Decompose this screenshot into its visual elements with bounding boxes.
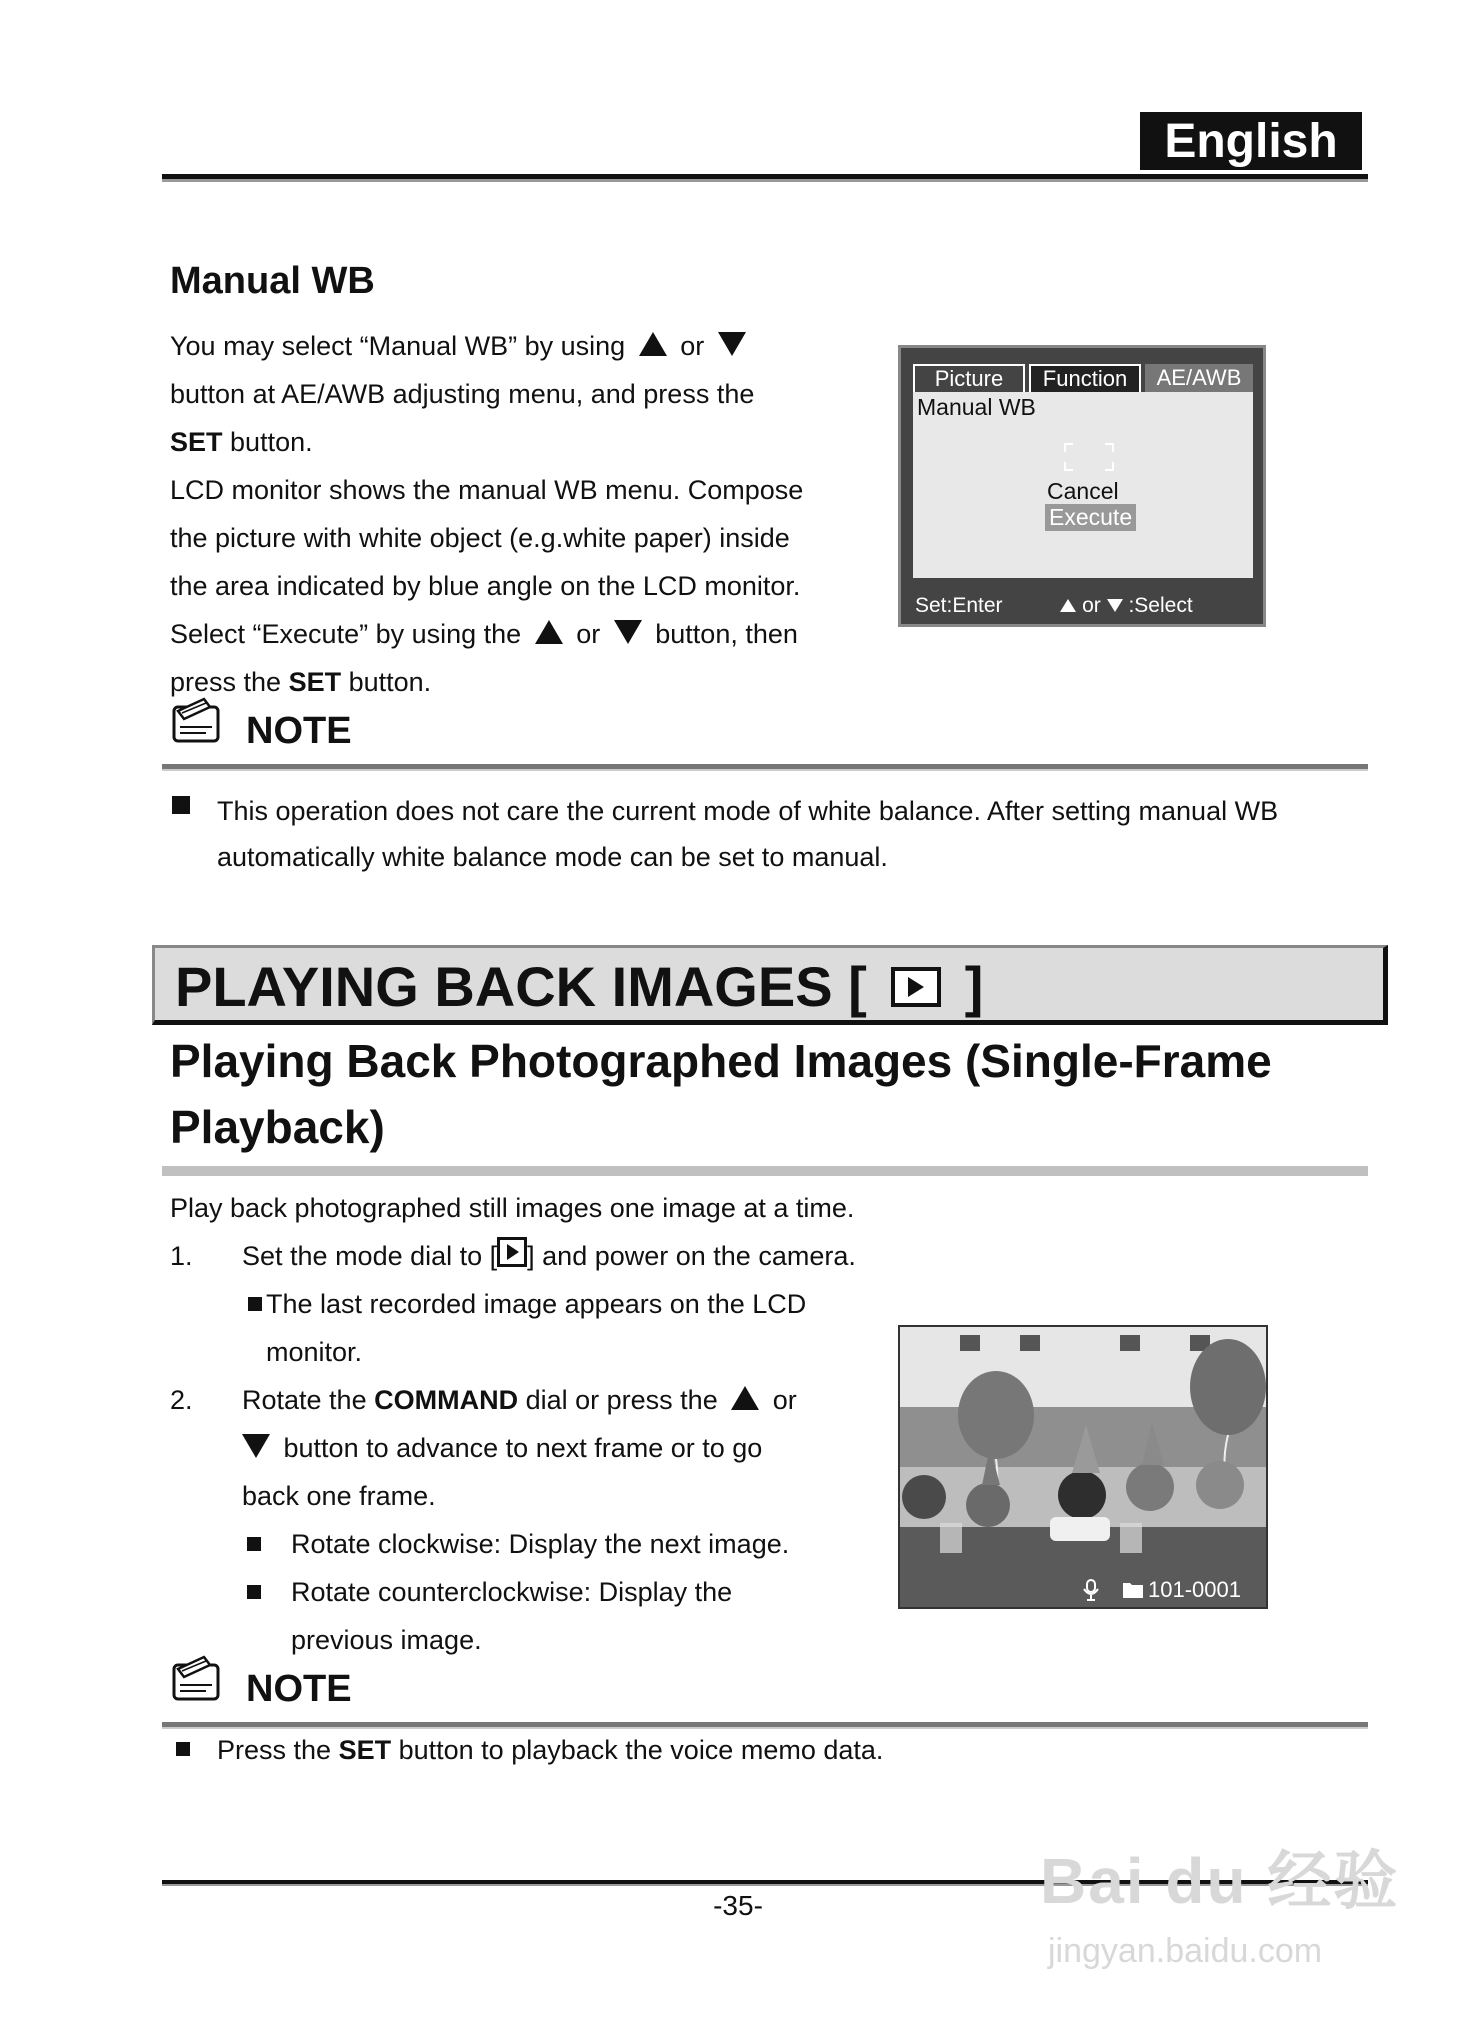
text: button to advance to next frame or to go [283, 1433, 763, 1463]
square-bullet-icon [172, 796, 190, 814]
text: You may select “Manual WB” by using [170, 331, 626, 361]
down-arrow-icon [242, 1434, 270, 1458]
note-heading: NOTE [246, 1668, 352, 1710]
manual-wb-line-5: the picture with white object (e.g.white paper) inside [170, 523, 790, 553]
down-arrow-icon [614, 620, 642, 644]
manual-wb-line-3 [170, 418, 850, 466]
lcd-footer-select: :Select [1128, 594, 1193, 617]
banner-text-a: PLAYING BACK IMAGES [ [175, 955, 867, 1018]
manual-wb-line-4: LCD monitor shows the manual WB menu. Compose [170, 475, 804, 505]
note-text [217, 788, 1357, 880]
manual-wb-line-2: button at AE/AWB adjusting menu, and press the [170, 379, 755, 409]
bullet-clockwise: Rotate clockwise: Display the next image. [291, 1529, 790, 1559]
square-bullet-icon [176, 1742, 190, 1756]
banner-text-b: ] [964, 955, 984, 1018]
step-1-sub [266, 1280, 806, 1376]
text: Rotate the [242, 1385, 367, 1415]
text: or [772, 1385, 797, 1415]
lcd-menu-title: Manual WB [917, 394, 1036, 420]
text: press the [170, 667, 282, 697]
header-rule [162, 174, 1368, 182]
step-2-number: 2. [170, 1385, 193, 1415]
language-badge [1140, 112, 1362, 170]
step-1-sub-line-1: The last recorded image appears on the LCD [266, 1289, 807, 1319]
page-number: -35- [713, 1890, 763, 1921]
manual-wb-line-1 [170, 322, 850, 370]
title-underline [162, 1166, 1368, 1176]
folder-icon [1122, 1579, 1144, 1599]
text: dial or press the [525, 1385, 718, 1415]
step-2-text [242, 1376, 862, 1520]
language-label: English [1164, 114, 1338, 168]
lcd-tab-picture: Picture [913, 364, 1025, 392]
square-bullet-icon [247, 1585, 261, 1599]
playback-mode-icon [891, 967, 941, 1007]
step-2-line-1 [242, 1376, 862, 1424]
text: Press the [217, 1735, 332, 1765]
section-banner-title [175, 954, 983, 1019]
lcd-footer-enter: Set:Enter [915, 594, 1003, 617]
up-arrow-icon [639, 332, 667, 356]
focus-bracket-icon [1063, 442, 1115, 472]
text: button. [348, 667, 432, 697]
up-arrow-icon [535, 620, 563, 644]
up-arrow-icon [1060, 599, 1076, 612]
file-number: 101-0001 [1148, 1577, 1241, 1602]
note-text-line-2: automatically white balance mode can be set to manual. [217, 842, 888, 872]
bullet-counterclockwise [291, 1568, 732, 1664]
lcd-tab-function: Function [1029, 364, 1141, 392]
lcd-menu-illustration [898, 345, 1266, 627]
manual-wb-body [170, 322, 850, 706]
text: or [680, 331, 705, 361]
baidu-watermark: Bai du 经验 [1040, 1845, 1400, 1917]
note-pencil-icon [170, 697, 222, 745]
bullet-2-line-2: previous image. [291, 1625, 482, 1655]
lcd-screen [913, 392, 1253, 578]
text: button. [230, 427, 313, 457]
baidu-watermark-url: jingyan.baidu.com [1048, 1932, 1323, 1970]
set-keyword: SET [288, 667, 342, 697]
up-arrow-icon [731, 1386, 759, 1410]
lcd-footer [915, 594, 1193, 618]
step-1-text [242, 1232, 856, 1280]
lcd-footer-or: or [1082, 594, 1101, 617]
down-arrow-icon [718, 332, 746, 356]
text: button, then [655, 619, 798, 649]
manual-wb-line-8 [170, 658, 850, 706]
text: or [576, 619, 601, 649]
voice-memo-icon [1082, 1579, 1100, 1601]
note-rule [162, 764, 1368, 771]
note-2-text [217, 1726, 883, 1774]
square-bullet-icon [247, 1537, 261, 1551]
step-1-number: 1. [170, 1241, 193, 1271]
party-photo-image [900, 1327, 1266, 1607]
square-bullet-icon [248, 1297, 262, 1311]
lcd-tab-ae-awb: AE/AWB [1145, 364, 1253, 392]
party-photo [898, 1325, 1268, 1609]
text: Select “Execute” by using the [170, 619, 522, 649]
lcd-option-execute: Execute [1045, 504, 1136, 531]
manual-wb-line-7 [170, 610, 850, 658]
text: button to playback the voice memo data. [398, 1735, 884, 1765]
note-heading: NOTE [246, 710, 352, 752]
command-keyword: COMMAND [374, 1385, 519, 1415]
note-text-line-1: This operation does not care the current mode of white balance. After setting manual WB [217, 796, 1279, 826]
set-keyword: SET [170, 427, 223, 457]
step-1-sub-line-2: monitor. [266, 1337, 363, 1367]
text: Set the mode dial to [ [242, 1241, 498, 1271]
down-arrow-icon [1107, 599, 1123, 612]
manual-wb-title: Manual WB [170, 260, 375, 302]
playback-title-line-2: Playback) [170, 1101, 385, 1153]
bullet-2-line-1: Rotate counterclockwise: Display the [291, 1577, 733, 1607]
playback-title [170, 1028, 1272, 1160]
playback-title-line-1: Playing Back Photographed Images (Single-Frame [170, 1035, 1272, 1087]
set-keyword: SET [338, 1735, 392, 1765]
playback-mode-icon [497, 1237, 527, 1267]
step-2-line-3: back one frame. [242, 1481, 436, 1511]
note-pencil-icon [170, 1655, 222, 1703]
playback-intro: Play back photographed still images one image at a time. [170, 1193, 855, 1223]
lcd-option-cancel: Cancel [1047, 478, 1119, 504]
section-banner [152, 945, 1388, 1025]
step-2-line-2 [242, 1424, 862, 1472]
text: ] and power on the camera. [527, 1241, 856, 1271]
manual-wb-line-6: the area indicated by blue angle on the LCD monitor. [170, 571, 801, 601]
